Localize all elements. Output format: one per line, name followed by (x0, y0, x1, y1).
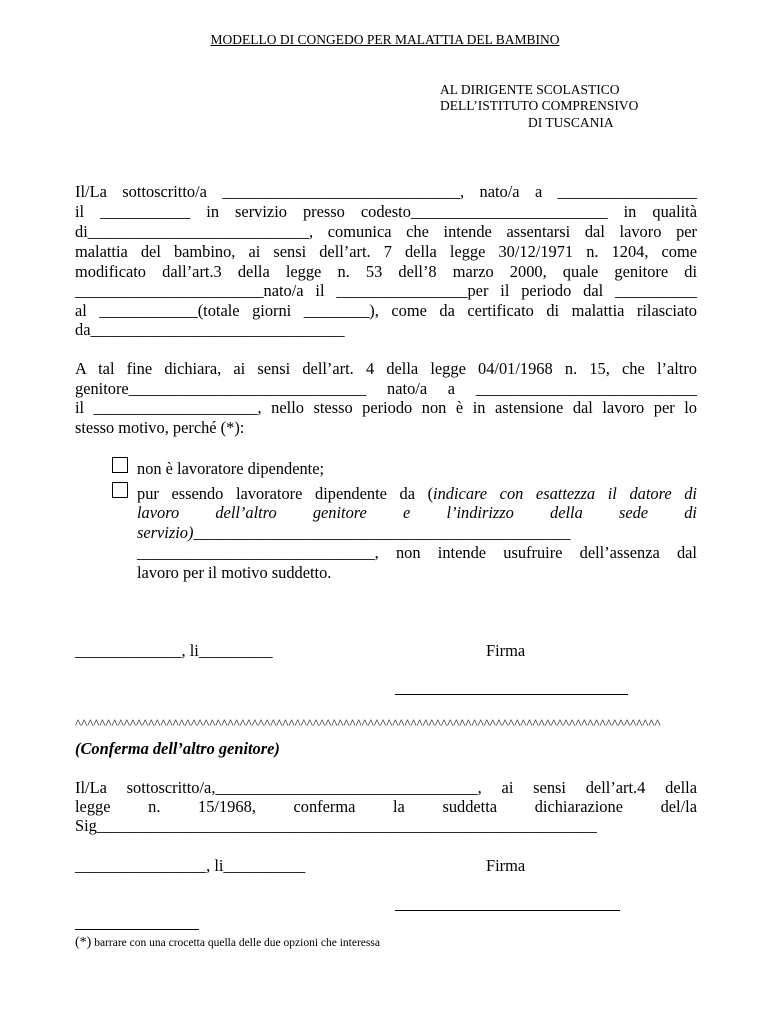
para1-line-8: da_______________________________ (75, 320, 345, 339)
para2-line-3: il ____________________, nello stesso periodo non è in astensione dal lavoro per lo (75, 398, 697, 417)
para1-line-2: il ___________ in servizio presso codesto________________________ in qualità (75, 202, 697, 221)
recipient-line-3: DI TUSCANIA (528, 115, 614, 130)
confirm-heading: (Conferma dell’altro genitore) (75, 739, 280, 758)
para1-line-1: Il/La sottoscritto/a _____________________________, nato/a a _________________ (75, 182, 697, 201)
footnote (75, 935, 380, 951)
sign2-firma-label: Firma (486, 856, 526, 875)
para1-line-4: malattia del bambino, ai sensi dell’art. 7 della legge 30/12/1971 n. 1204, come (75, 242, 697, 261)
option-2-line-1: pur essendo lavoratore dipendente da (indicare con esattezza il datore di (137, 484, 697, 503)
para1-line-7: al ____________(totale giorni ________), come da certificato di malattia rilasciato (75, 301, 697, 320)
option-1-label: non è lavoratore dipendente; (137, 459, 325, 478)
sign1-signature-line (395, 694, 628, 695)
para1-line-5: modificato dall’art.3 della legge n. 53 dell’8 marzo 2000, quale genitore di (75, 262, 697, 281)
option-2-line-3: servizio)______________________________________________ (137, 523, 571, 542)
para1-line-3: di___________________________, comunica che intende assentarsi dal lavoro per (75, 222, 697, 241)
option-2-checkbox[interactable] (112, 482, 128, 498)
confirm-line-3: Sig_____________________________________________________________ (75, 816, 597, 835)
footnote-rule (75, 929, 199, 930)
page-title: MODELLO DI CONGEDO PER MALATTIA DEL BAMBINO (210, 32, 560, 47)
sign1-firma-label: Firma (486, 641, 526, 660)
option-2-line-5: lavoro per il motivo suddetto. (137, 563, 332, 582)
confirm-line-2: legge n. 15/1968, conferma la suddetta dichiarazione del/la (75, 797, 697, 816)
sign2-signature-line (395, 910, 620, 911)
option-2-line-2: lavoro dell’altro genitore e l’indirizzo della sede di (137, 503, 697, 522)
para1-line-6: _______________________nato/a il ________________per il periodo dal __________ (75, 281, 697, 300)
footnote-marker: (*) (75, 935, 92, 950)
confirm-line-1: Il/La sottoscritto/a,________________________________, ai sensi dell’art.4 della (75, 778, 697, 797)
option-2-line-4: _____________________________, non intende usufruire dell’assenza dal (137, 543, 697, 562)
sign2-place-date: ________________, li__________ (75, 856, 306, 875)
para2-line-2: genitore_____________________________ nato/a a ___________________________ (75, 379, 697, 398)
option-1-checkbox[interactable] (112, 457, 128, 473)
recipient-line-1: AL DIRIGENTE SCOLASTICO (440, 82, 620, 97)
para2-line-1: A tal fine dichiara, ai sensi dell’art. 4 della legge 04/01/1968 n. 15, che l’altro (75, 359, 697, 378)
recipient-line-2: DELL’ISTITUTO COMPRENSIVO (440, 98, 639, 113)
sign1-place-date: _____________, li_________ (75, 641, 273, 660)
footnote-text: barrare con una crocetta quella delle due opzioni che interessa (94, 937, 380, 949)
separator: ^^^^^^^^^^^^^^^^^^^^^^^^^^^^^^^^^^^^^^^^^^^^^^^^^^^^^^^^^^^^^^^^^^^^^^^^^^^^^^^^^^^^^^^^^^^^^^^^ (75, 716, 661, 731)
para2-line-4: stesso motivo, perché (*): (75, 418, 245, 437)
